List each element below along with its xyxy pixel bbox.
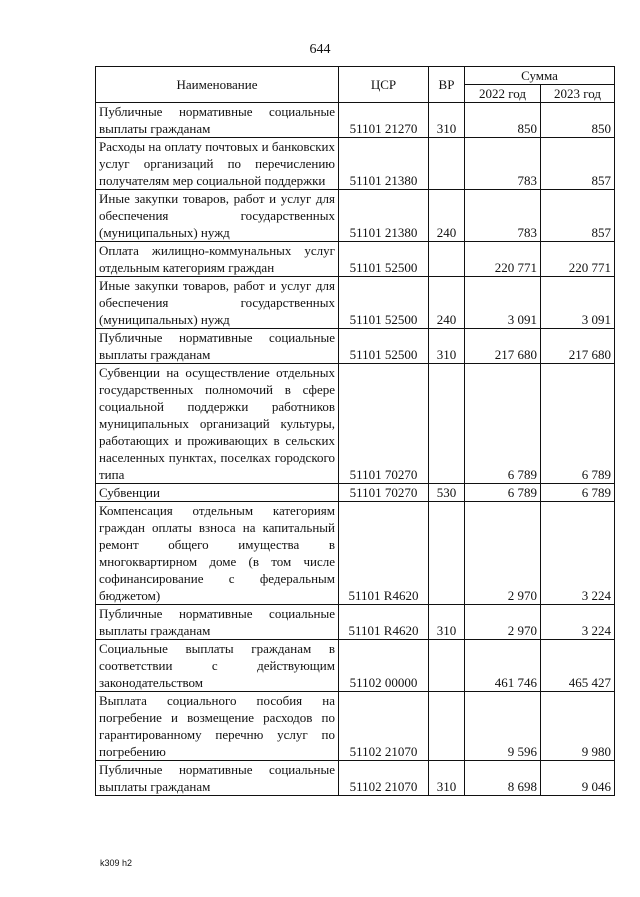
- table-body: [96, 103, 615, 796]
- header-year-2023: 2023 год: [541, 85, 615, 103]
- header-year-2022: 2022 год: [465, 85, 541, 103]
- row-sum-2023-cell: 9 046: [541, 761, 615, 796]
- row-vr-cell: 310: [429, 329, 465, 364]
- table-row: [96, 692, 615, 761]
- row-csr-cell: 51101 21380: [339, 138, 429, 190]
- row-sum-2022-cell: 461 746: [465, 640, 541, 692]
- row-vr-cell: 310: [429, 761, 465, 796]
- row-csr-cell: 51101 R4620: [339, 502, 429, 605]
- row-vr-cell: [429, 138, 465, 190]
- row-vr-cell: [429, 640, 465, 692]
- table-row: [96, 640, 615, 692]
- page-number: 644: [309, 42, 331, 57]
- row-csr-cell: 51101 52500: [339, 329, 429, 364]
- budget-table: [95, 66, 615, 796]
- row-sum-2022-cell: 783: [465, 138, 541, 190]
- row-sum-2023-cell: 6 789: [541, 364, 615, 484]
- row-csr-cell: 51101 R4620: [339, 605, 429, 640]
- row-sum-2023-cell: 3 224: [541, 502, 615, 605]
- header-csr: ЦСР: [339, 67, 429, 103]
- table-row: [96, 502, 615, 605]
- row-vr-cell: [429, 502, 465, 605]
- row-vr-cell: [429, 364, 465, 484]
- row-vr-cell: 530: [429, 484, 465, 502]
- row-sum-2022-cell: 8 698: [465, 761, 541, 796]
- row-name-cell: Субвенции: [96, 484, 339, 502]
- row-csr-cell: 51101 52500: [339, 277, 429, 329]
- table-row: [96, 190, 615, 242]
- row-sum-2023-cell: 220 771: [541, 242, 615, 277]
- row-sum-2023-cell: 217 680: [541, 329, 615, 364]
- row-name-cell: Иные закупки товаров, работ и услуг для обеспечения государственных (муниципальных) нужд: [96, 190, 339, 242]
- row-name-cell: Субвенции на осуществление отдельных государственных полномочий в сфере социальной поддержки работников муниципальных организаций культуры, работающих и проживающих в сельских населенных пунктах, поселках городского типа: [96, 364, 339, 484]
- row-sum-2023-cell: 465 427: [541, 640, 615, 692]
- row-name-cell: Расходы на оплату почтовых и банковских услуг организаций по перечислению получателям мер социальной поддержки: [96, 138, 339, 190]
- table-header-row: [96, 67, 615, 85]
- row-sum-2023-cell: 850: [541, 103, 615, 138]
- row-csr-cell: 51101 21380: [339, 190, 429, 242]
- row-name-cell: Иные закупки товаров, работ и услуг для обеспечения государственных (муниципальных) нужд: [96, 277, 339, 329]
- row-sum-2022-cell: 217 680: [465, 329, 541, 364]
- table-row: [96, 138, 615, 190]
- table-row: [96, 329, 615, 364]
- row-sum-2022-cell: 3 091: [465, 277, 541, 329]
- row-vr-cell: 310: [429, 605, 465, 640]
- row-sum-2022-cell: 6 789: [465, 364, 541, 484]
- row-name-cell: Компенсация отдельным категориям граждан оплаты взноса на капитальный ремонт общего имущества в многоквартирном доме (в том числе софинансирование с федеральным бюджетом): [96, 502, 339, 605]
- row-sum-2023-cell: 6 789: [541, 484, 615, 502]
- row-csr-cell: 51101 70270: [339, 484, 429, 502]
- table-row: [96, 484, 615, 502]
- row-vr-cell: 310: [429, 103, 465, 138]
- row-sum-2022-cell: 220 771: [465, 242, 541, 277]
- row-csr-cell: 51102 21070: [339, 692, 429, 761]
- row-name-cell: Оплата жилищно-коммунальных услуг отдельным категориям граждан: [96, 242, 339, 277]
- row-vr-cell: [429, 692, 465, 761]
- header-vr: ВР: [429, 67, 465, 103]
- row-sum-2023-cell: 857: [541, 190, 615, 242]
- row-name-cell: Публичные нормативные социальные выплаты гражданам: [96, 329, 339, 364]
- row-sum-2023-cell: 9 980: [541, 692, 615, 761]
- row-sum-2022-cell: 2 970: [465, 502, 541, 605]
- row-sum-2022-cell: 850: [465, 103, 541, 138]
- row-name-cell: Публичные нормативные социальные выплаты гражданам: [96, 761, 339, 796]
- row-csr-cell: 51101 52500: [339, 242, 429, 277]
- table-row: [96, 103, 615, 138]
- row-sum-2022-cell: 6 789: [465, 484, 541, 502]
- row-csr-cell: 51101 70270: [339, 364, 429, 484]
- row-sum-2023-cell: 857: [541, 138, 615, 190]
- row-csr-cell: 51101 21270: [339, 103, 429, 138]
- table-row: [96, 364, 615, 484]
- row-name-cell: Социальные выплаты гражданам в соответствии с действующим законодательством: [96, 640, 339, 692]
- header-sum: Сумма: [465, 67, 615, 85]
- row-sum-2023-cell: 3 224: [541, 605, 615, 640]
- row-csr-cell: 51102 21070: [339, 761, 429, 796]
- table-row: [96, 761, 615, 796]
- row-sum-2022-cell: 783: [465, 190, 541, 242]
- row-sum-2022-cell: 9 596: [465, 692, 541, 761]
- row-name-cell: Публичные нормативные социальные выплаты гражданам: [96, 605, 339, 640]
- row-vr-cell: 240: [429, 277, 465, 329]
- row-csr-cell: 51102 00000: [339, 640, 429, 692]
- row-sum-2023-cell: 3 091: [541, 277, 615, 329]
- footer-code: k309 h2: [100, 858, 133, 868]
- table-row: [96, 605, 615, 640]
- table-row: [96, 242, 615, 277]
- row-sum-2022-cell: 2 970: [465, 605, 541, 640]
- row-name-cell: Выплата социального пособия на погребение и возмещение расходов по гарантированному перечню услуг по погребению: [96, 692, 339, 761]
- table-row: [96, 277, 615, 329]
- row-vr-cell: [429, 242, 465, 277]
- header-name: Наименование: [96, 67, 339, 103]
- row-vr-cell: 240: [429, 190, 465, 242]
- row-name-cell: Публичные нормативные социальные выплаты гражданам: [96, 103, 339, 138]
